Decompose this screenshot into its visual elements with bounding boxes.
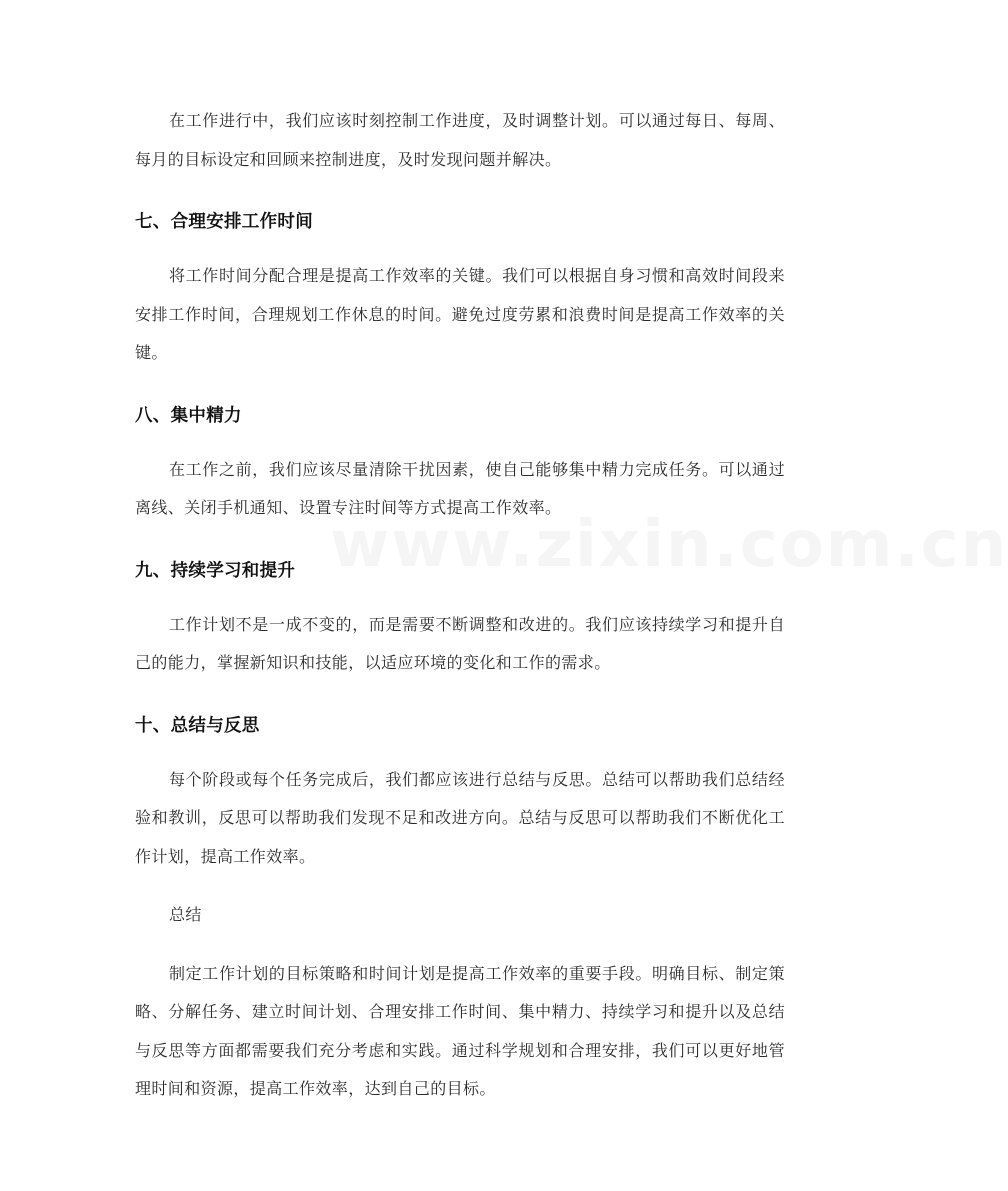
- section-paragraph-10: 每个阶段或每个任务完成后，我们都应该进行总结与反思。总结可以帮助我们总结经验和教训，反思可以帮助我们发现不足和改进方向。总结与反思可以帮助我们不断优化工作计划，提高工作效率。: [135, 769, 785, 866]
- section-paragraph-7: 将工作时间分配合理是提高工作效率的关键。我们可以根据自身习惯和高效时间段来安排工作时间，合理规划工作休息的时间。避免过度劳累和浪费时间是提高工作效率的关键。: [135, 266, 785, 362]
- document-content: [135, 102, 785, 1109]
- section-heading-7: 七、合理安排工作时间: [135, 212, 313, 232]
- summary-paragraph: 制定工作计划的目标策略和时间计划是提高工作效率的重要手段。明确目标、制定策略、分解任务、建立时间计划、合理安排工作时间、集中精力、持续学习和提升以及总结与反思等方面都需要我们充分考虑和实践。通过科学规划和合理安排，我们可以更好地管理时间和资源，提高工作效率，达到自己的目标。: [135, 963, 785, 1098]
- section-heading-9: 九、持续学习和提升: [135, 560, 296, 581]
- section-paragraph-9: 工作计划不是一成不变的，而是需要不断调整和改进的。我们应该持续学习和提升自己的能力，掌握新知识和技能，以适应环境的变化和工作的需求。: [135, 614, 785, 672]
- intro-paragraph: 在工作进行中，我们应该时刻控制工作进度，及时调整计划。可以通过每日、每周、每月的目标设定和回顾来控制进度，及时发现问题并解决。: [135, 111, 785, 169]
- section-heading-8: 八、集中精力: [135, 405, 242, 426]
- section-heading-10: 十、总结与反思: [135, 715, 260, 736]
- section-paragraph-8: 在工作之前，我们应该尽量清除干扰因素，使自己能够集中精力完成任务。可以通过离线、关闭手机通知、设置专注时间等方式提高工作效率。: [135, 459, 785, 517]
- summary-label: 总结: [169, 905, 202, 924]
- watermark: www.zixin.com.cn: [330, 508, 1008, 582]
